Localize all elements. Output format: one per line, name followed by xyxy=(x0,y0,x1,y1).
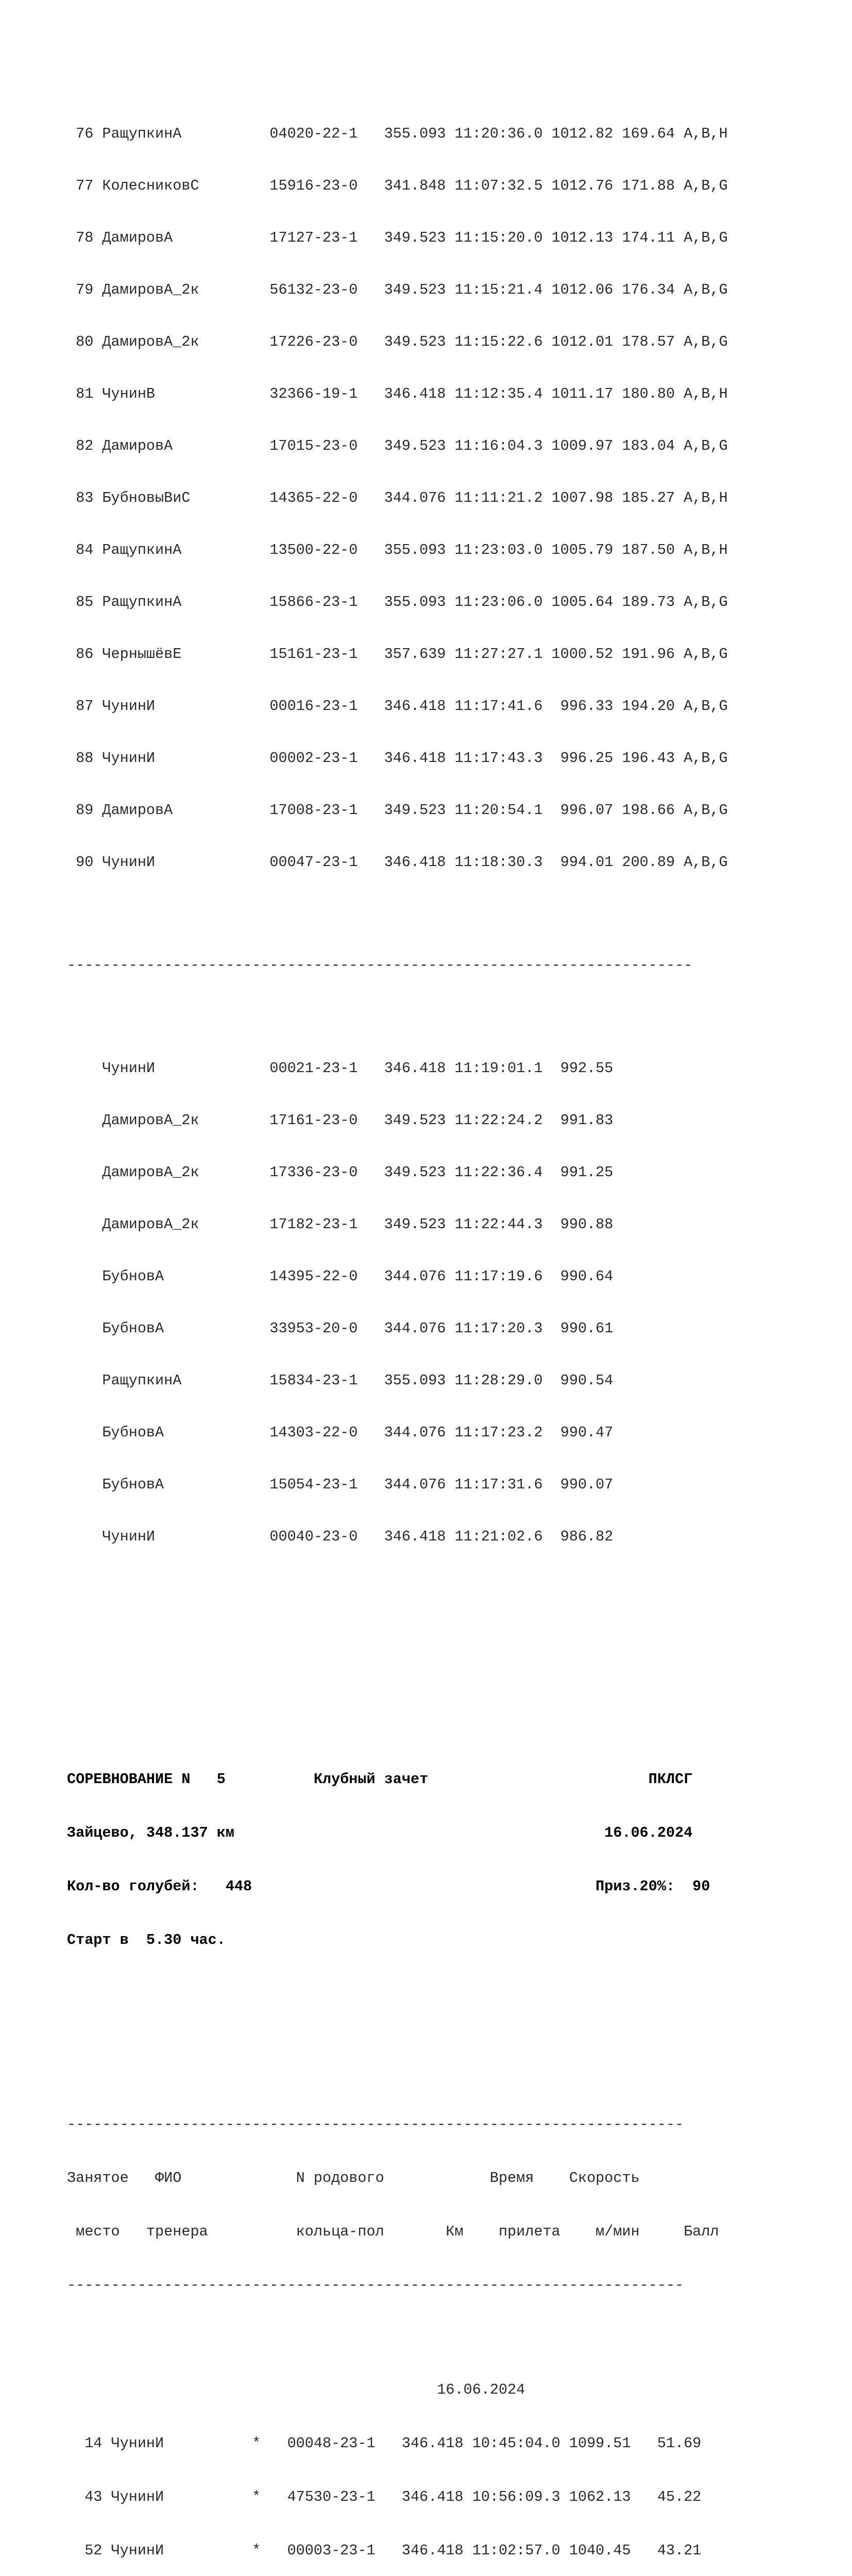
pigeon-count-line: Кол-во голубей: 448 Приз.20%: 90 xyxy=(67,1878,710,1895)
result-row: ДамировА_2к 17182-23-1 349.523 11:22:44.3 990.88 xyxy=(67,1216,614,1233)
result-row: БубновА 14303-22-0 344.076 11:17:23.2 990.47 xyxy=(67,1424,614,1441)
results-page xyxy=(67,40,850,2576)
column-header-line-1: Занятое ФИО N родового Время Скорость xyxy=(67,2170,640,2187)
result-row: БубновА 33953-20-0 344.076 11:17:20.3 990.61 xyxy=(67,1320,614,1337)
result-row: 81 ЧунинВ 32366-19-1 346.418 11:12:35.4 1011.17 180.80 A,B,H xyxy=(67,385,728,402)
results-table-top xyxy=(67,91,850,905)
table-row: 52 ЧунинИ * 00003-23-1 346.418 11:02:57.0 1040.45 43.21 xyxy=(67,2542,702,2559)
result-row: БубновА 14395-22-0 344.076 11:17:19.6 990.64 xyxy=(67,1268,614,1285)
result-row: 87 ЧунинИ 00016-23-1 346.418 11:17:41.6 996.33 194.20 A,B,G xyxy=(67,698,728,715)
result-row: 78 ДамировА 17127-23-1 349.523 11:15:20.0 1012.13 174.11 A,B,G xyxy=(67,229,728,246)
result-row: РащупкинА 15834-23-1 355.093 11:28:29.0 990.54 xyxy=(67,1372,614,1389)
result-row: 80 ДамировА_2к 17226-23-0 349.523 11:15:22.6 1012.01 178.57 A,B,G xyxy=(67,333,728,350)
result-row: 83 БубновыВиС 14365-22-0 344.076 11:11:21.2 1007.98 185.27 A,B,H xyxy=(67,489,728,506)
result-row: ДамировА_2к 17336-23-0 349.523 11:22:36.4 991.25 xyxy=(67,1164,614,1181)
divider: ---------------------------------------------------------------------- xyxy=(67,2116,684,2133)
result-row: 89 ДамировА 17008-23-1 349.523 11:20:54.1 996.07 198.66 A,B,G xyxy=(67,802,728,819)
result-row: 82 ДамировА 17015-23-0 349.523 11:16:04.3 1009.97 183.04 A,B,G xyxy=(67,437,728,454)
result-row: 90 ЧунинИ 00047-23-1 346.418 11:18:30.3 994.01 200.89 A,B,G xyxy=(67,854,728,871)
result-row: 86 ЧернышёвЕ 15161-23-1 357.639 11:27:27.1 1000.52 191.96 A,B,G xyxy=(67,646,728,663)
result-row: ДамировА_2к 17161-23-0 349.523 11:22:24.2 991.83 xyxy=(67,1112,614,1129)
divider: ----------------------------------------------------------------------- xyxy=(67,957,693,974)
table-row: 43 ЧунинИ * 47530-23-1 346.418 10:56:09.3 1062.13 45.22 xyxy=(67,2488,702,2505)
start-time-line: Старт в 5.30 час. xyxy=(67,1931,226,1948)
competition-header xyxy=(67,1736,850,1984)
result-row: 76 РащупкинА 04020-22-1 355.093 11:20:36.0 1012.82 169.64 A,B,H xyxy=(67,125,728,142)
results-table-unranked xyxy=(67,1025,850,1580)
competition-title-line: СОРЕВНОВАНИЕ N 5 Клубный зачет ПКЛСГ xyxy=(67,1771,693,1788)
result-row: 84 РащупкинА 13500-22-0 355.093 11:23:03.0 1005.79 187.50 A,B,H xyxy=(67,541,728,558)
divider: ---------------------------------------------------------------------- xyxy=(67,2277,684,2294)
section-date: 16.06.2024 xyxy=(67,2381,525,2398)
result-row: 77 КолесниковС 15916-23-0 341.848 11:07:32.5 1012.76 171.88 A,B,G xyxy=(67,177,728,194)
result-row: БубновА 15054-23-1 344.076 11:17:31.6 990.07 xyxy=(67,1476,614,1493)
club-section-1 xyxy=(67,2346,850,2576)
result-row: 85 РащупкинА 15866-23-1 355.093 11:23:06.0 1005.64 189.73 A,B,G xyxy=(67,594,728,611)
result-row: 88 ЧунинИ 00002-23-1 346.418 11:17:43.3 996.25 196.43 A,B,G xyxy=(67,750,728,767)
result-row: ЧунинИ 00040-23-0 346.418 11:21:02.6 986.82 xyxy=(67,1528,614,1545)
table-row: 14 ЧунинИ * 00048-23-1 346.418 10:45:04.0 1099.51 51.69 xyxy=(67,2435,702,2452)
column-header-line-2: место тренера кольца-пол Км прилета м/мин Балл xyxy=(67,2223,719,2240)
result-row: ЧунинИ 00021-23-1 346.418 11:19:01.1 992.55 xyxy=(67,1060,614,1077)
location-date-line: Зайцево, 348.137 км 16.06.2024 xyxy=(67,1824,693,1841)
result-row: 79 ДамировА_2к 56132-23-0 349.523 11:15:21.4 1012.06 176.34 A,B,G xyxy=(67,281,728,298)
